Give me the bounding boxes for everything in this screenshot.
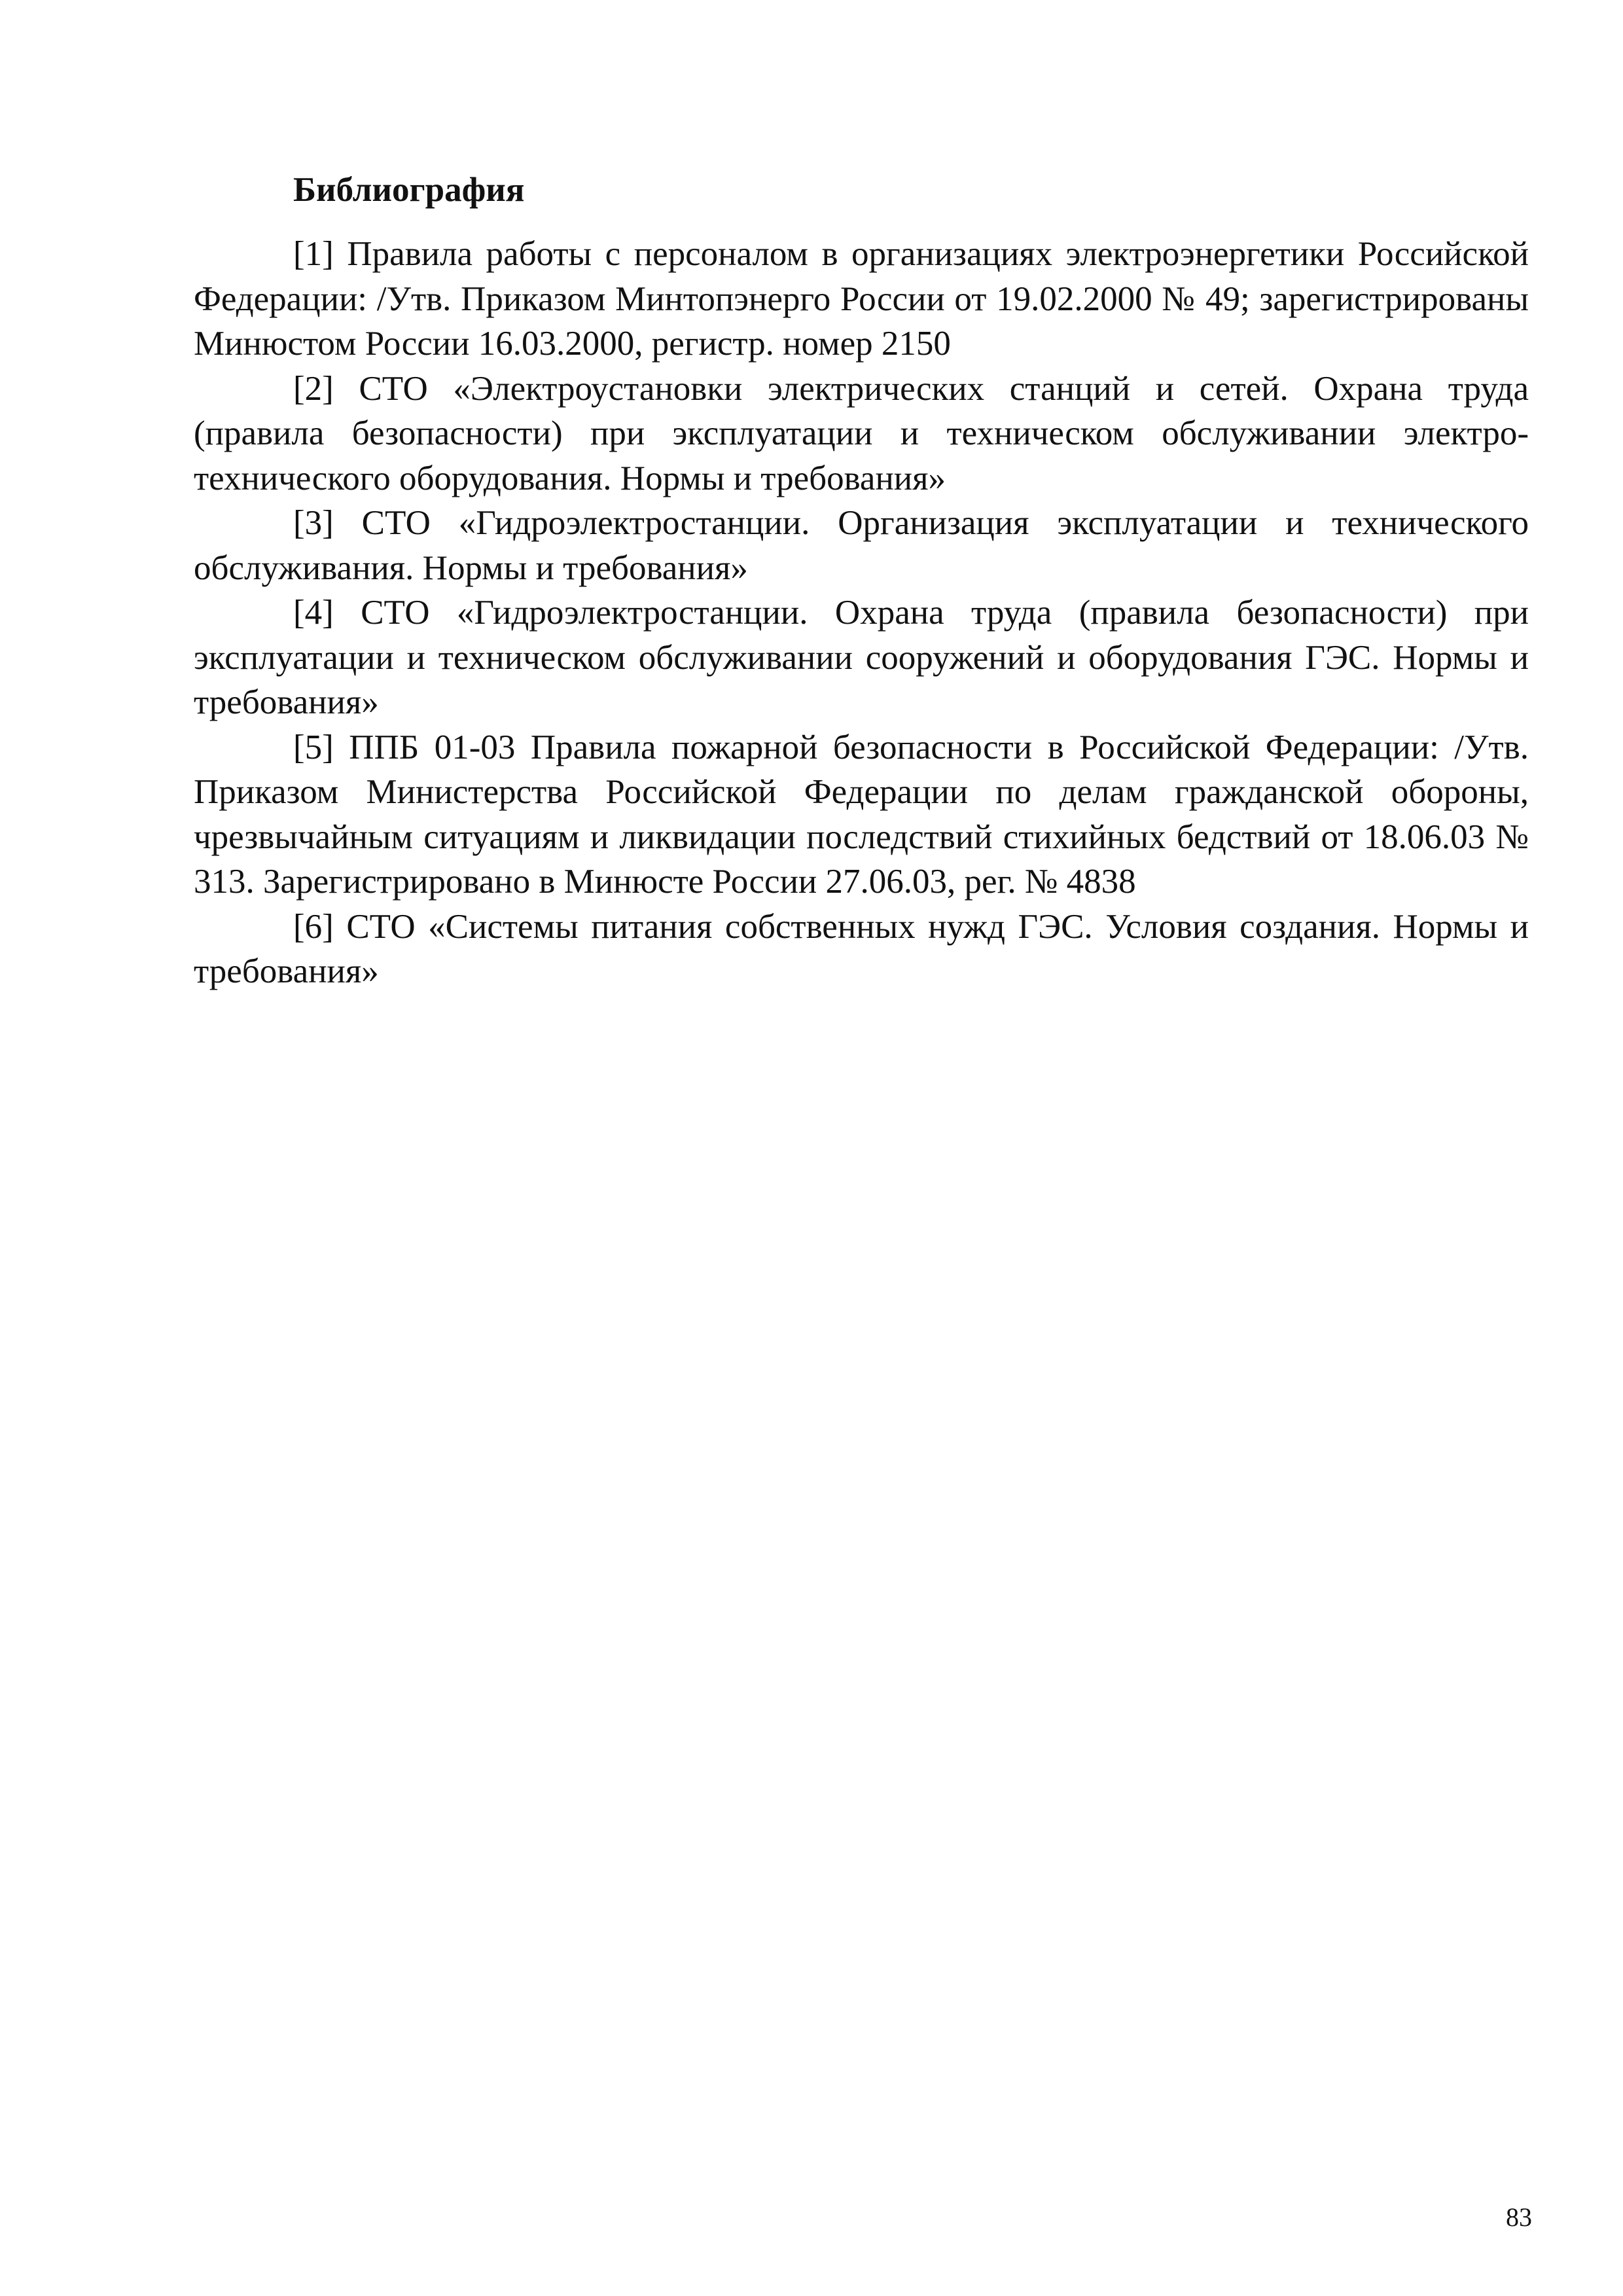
- bibliography-entry-5: [5] ППБ 01-03 Правила пожарной безопасности в Российской Федерации: /Утв. Приказом Министерства Российской Федерации по делам гражданской обороны, чрезвычайным ситуациям и ликвидации последствий стихийных бедствий от 18.06.03 № 313. Зарегистрировано в Минюсте России 27.06.03, рег. № 4838: [194, 728, 1529, 901]
- bibliography-heading: Библиография: [293, 171, 525, 209]
- bibliography-entry-6: [6] СТО «Системы питания собственных нужд ГЭС. Условия создания. Нормы и требования»: [194, 907, 1529, 990]
- bibliography-entry-4: [4] СТО «Гидроэлектростанции. Охрана труда (правила безопасности) при эксплуатации и техническом обслуживании сооружений и оборудования ГЭС. Нормы и требования»: [194, 594, 1529, 721]
- bibliography-entry-3: [3] СТО «Гидроэлектростанции. Организация эксплуатации и технического обслуживания. Нормы и требования»: [194, 504, 1529, 587]
- bibliography-entry-1: [1] Правила работы с персоналом в организациях электроэнергетики Российской Федерации: /Утв. Приказом Минтопэнерго России от 19.02.2000 № 49; зарегистрированы Минюстом России 16.03.2000, регистр. номер 2150: [194, 235, 1529, 363]
- bibliography-section: [194, 165, 1529, 994]
- bibliography-entry-2: [2] СТО «Электроустановки электрических станций и сетей. Охрана труда (правила безопасности) при эксплуатации и техническом обслуживании электротехнического оборудования. Нормы и требования»: [194, 369, 1529, 497]
- bibliography-list: [194, 232, 1529, 994]
- page-number: 83: [1506, 2202, 1532, 2232]
